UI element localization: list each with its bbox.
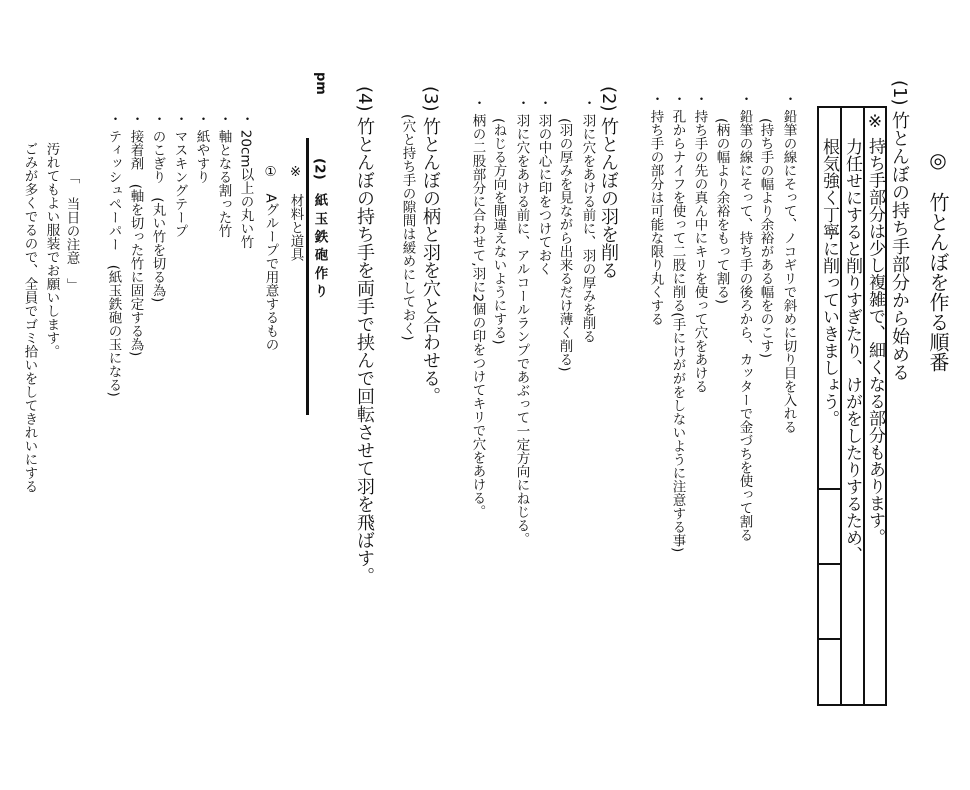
part2-title-rule: [306, 138, 309, 415]
list-item-note: (ねじる方向を間違えないようにする): [490, 118, 507, 345]
notice-line: 汚れてもよい服装でお願いします。: [43, 142, 60, 358]
material-item: ・ ティッシュペーパー (紙玉鉄砲の玉になる): [105, 112, 122, 397]
material-item: ・ 20cm以上の丸い竹: [237, 112, 254, 249]
material-item: ・ のこぎり (丸い竹を切る為): [149, 112, 166, 303]
note-box-rule: [817, 488, 841, 490]
note-box-line: 力任せにすると削りすぎたり、けがをしたりするため、: [842, 138, 862, 563]
note-box-line: 根気強く丁寧に削っていきましょう。: [819, 138, 839, 427]
note-box-rule: [817, 638, 841, 640]
material-item: ・ 軸となる割った竹: [215, 112, 232, 238]
section2-heading: (2) 竹とんぼの羽を削る: [598, 86, 619, 280]
notice-heading: 「 当日の注意 」: [63, 170, 80, 292]
page-title: ◎ 竹とんぼを作る順番: [926, 148, 950, 372]
note-box-rule: [817, 563, 841, 565]
material-item: ・ 紙やすり: [193, 112, 210, 184]
pm-label: pm: [313, 72, 328, 95]
list-item-note: (持ち手の幅より余裕がある幅をのこす): [757, 118, 774, 359]
list-item: ・ 持ち手の先の真ん中にキリを使って穴をあける: [691, 92, 708, 394]
list-item: ・ 持ち手の部分は可能な限り丸くする: [647, 92, 664, 326]
materials-heading: ※ 材料と道具: [287, 164, 304, 261]
list-item: ・ 羽の中心に印をつけておく: [535, 96, 552, 276]
material-item: ・ 接着剤 (軸を切った竹に固定する為): [127, 112, 144, 357]
notice-line: ごみが多くでるので、全員でゴミ拾いをしてきれいにする: [21, 142, 38, 493]
list-item-note: (羽の厚みを見ながら出来るだけ薄く削る): [556, 118, 573, 372]
list-item: ・ 鉛筆の線にそって、ノコギリで斜めに切り目を入れる: [780, 92, 797, 434]
list-item: ・ 柄の二股部分に合わせて,羽に2個の印をつけてキリで穴をあける。: [469, 96, 486, 519]
section4-heading: (4) 竹とんぼの持ち手を両手で挟んで回転させて羽を飛ばす。: [354, 86, 375, 586]
note-box-line: ※ 持ち手部分は少し複雑で、細くなる部分もあります。: [865, 112, 885, 546]
list-item: ・ 孔からナイフを使って二股に削る(手にけががをしないように注意する事): [669, 92, 686, 553]
list-item: ・ 鉛筆の線にそって、持ち手の後ろから、カッターで金づちを使って割る: [736, 92, 753, 542]
list-item: ・ 羽に穴をあける前に、アルコールランプであぶって一定方向にねじる。: [513, 96, 530, 546]
section3-note: (穴と持ち手の隙間は緩めにしておく): [399, 114, 416, 341]
part2-title: (2) 紙 玉 鉄 砲 作 り: [311, 158, 328, 298]
section1-heading: (1) 竹とんぼの持ち手部分から始める: [889, 80, 910, 382]
list-item: ・ 羽に穴をあける前に、羽の厚みを削る: [579, 96, 596, 344]
section3-heading: (3) 竹とんぼの柄と羽を穴と合わせる。: [420, 86, 441, 406]
group-note: ① Aグループで用意するもの: [262, 164, 279, 352]
list-item-note: (柄の幅より余裕をもって割る): [713, 118, 730, 305]
material-item: ・ マスキングテープ: [171, 112, 188, 238]
